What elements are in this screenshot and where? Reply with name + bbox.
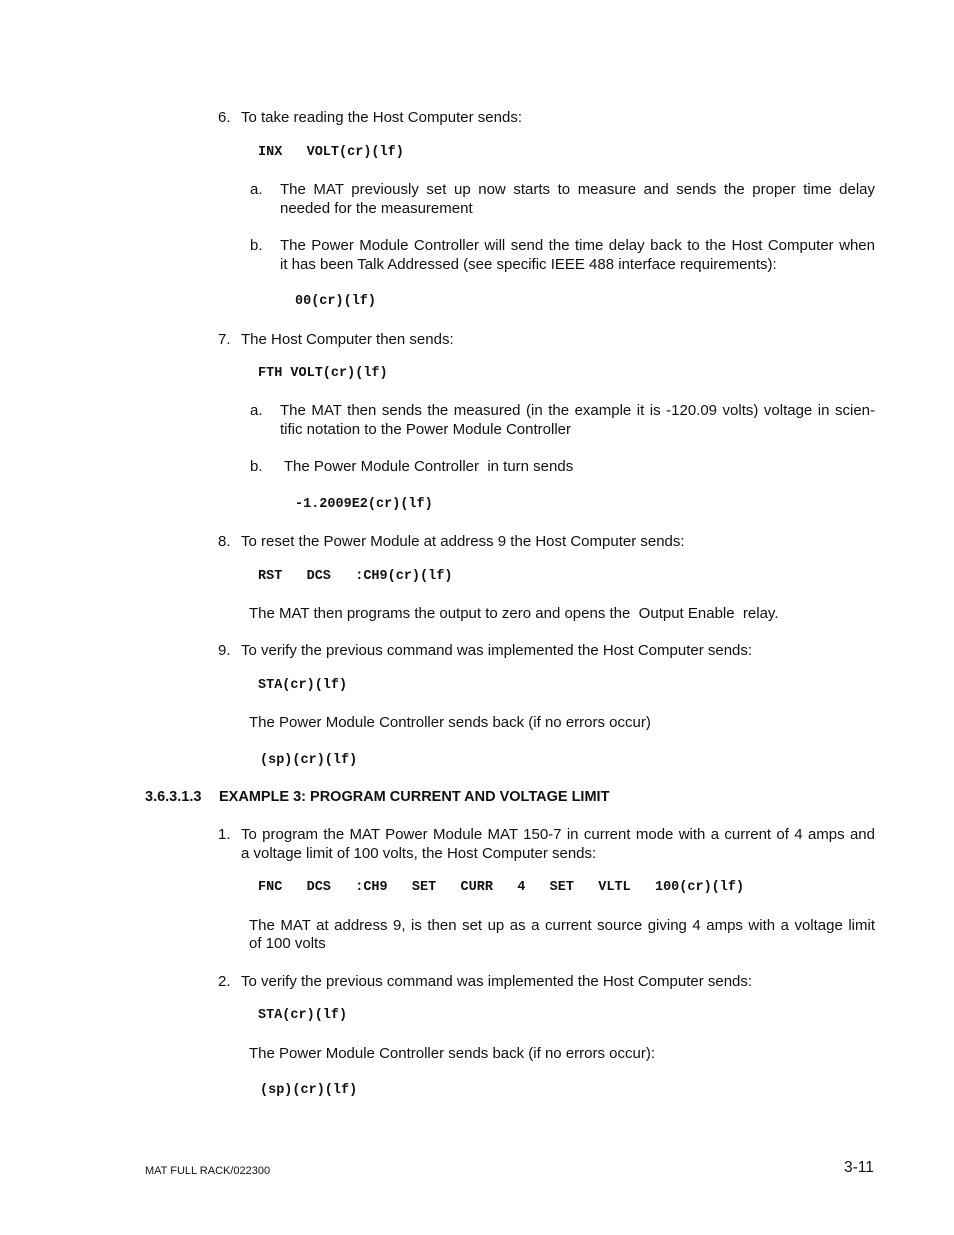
command-code: INX VOLT(cr)(lf)	[258, 145, 404, 160]
response-code: -1.2009E2(cr)(lf)	[295, 497, 433, 512]
step-text: To verify the previous command was implemented the Host Computer sends:	[241, 973, 753, 990]
substep-label: a.	[250, 402, 263, 419]
step-number: 2.	[218, 973, 231, 990]
substep-text: The MAT previously set up now starts to measure and sends the proper time delay	[280, 181, 875, 198]
step-text: To take reading the Host Computer sends:	[241, 109, 522, 126]
substep-text: The Power Module Controller in turn sends	[280, 458, 574, 475]
command-code: RST DCS :CH9(cr)(lf)	[258, 569, 453, 584]
substep-label: a.	[250, 181, 263, 198]
substep-text: it has been Talk Addressed (see specific IEEE 488 interface requirements):	[280, 256, 777, 273]
step-paragraph: of 100 volts	[249, 935, 326, 952]
response-code: (sp)(cr)(lf)	[260, 753, 358, 768]
step-number: 8.	[218, 533, 231, 550]
step-text: To program the MAT Power Module MAT 150-7 in current mode with a current of 4 amps and	[241, 826, 875, 843]
footer-doc-id: MAT FULL RACK/022300	[145, 1165, 271, 1177]
step-text: To verify the previous command was implemented the Host Computer sends:	[241, 642, 753, 659]
step-number: 7.	[218, 331, 231, 348]
substep-text: The Power Module Controller will send the time delay back to the Host Computer when	[280, 237, 875, 254]
page-number: 3-11	[844, 1159, 874, 1176]
command-code: STA(cr)(lf)	[258, 1008, 348, 1023]
step-paragraph: The MAT then programs the output to zero and opens the Output Enable relay.	[249, 605, 779, 622]
step-number: 9.	[218, 642, 231, 659]
step-text: The Host Computer then sends:	[241, 331, 454, 348]
substep-label: b.	[250, 237, 263, 254]
command-code: FNC DCS :CH9 SET CURR 4 SET VLTL 100(cr)(lf)	[258, 880, 745, 895]
step-paragraph: The Power Module Controller sends back (if no errors occur)	[249, 714, 651, 731]
substep-text: The MAT then sends the measured (in the example it is -120.09 volts) voltage in scien-	[280, 402, 875, 419]
response-code: 00(cr)(lf)	[295, 294, 377, 309]
section-number: 3.6.3.1.3	[145, 789, 202, 805]
step-paragraph: The Power Module Controller sends back (if no errors occur):	[249, 1045, 655, 1062]
command-code: FTH VOLT(cr)(lf)	[258, 366, 388, 381]
section-title: EXAMPLE 3: PROGRAM CURRENT AND VOLTAGE LIMIT	[219, 789, 610, 805]
step-text: To reset the Power Module at address 9 the Host Computer sends:	[241, 533, 685, 550]
substep-text: tific notation to the Power Module Controller	[280, 421, 571, 438]
command-code: STA(cr)(lf)	[258, 678, 348, 693]
substep-text: needed for the measurement	[280, 200, 473, 217]
substep-label: b.	[250, 458, 263, 475]
step-paragraph: The MAT at address 9, is then set up as a current source giving 4 amps with a voltage limit	[249, 917, 875, 934]
step-number: 6.	[218, 109, 231, 126]
step-number: 1.	[218, 826, 231, 843]
response-code: (sp)(cr)(lf)	[260, 1083, 358, 1098]
step-text: a voltage limit of 100 volts, the Host Computer sends:	[241, 845, 597, 862]
